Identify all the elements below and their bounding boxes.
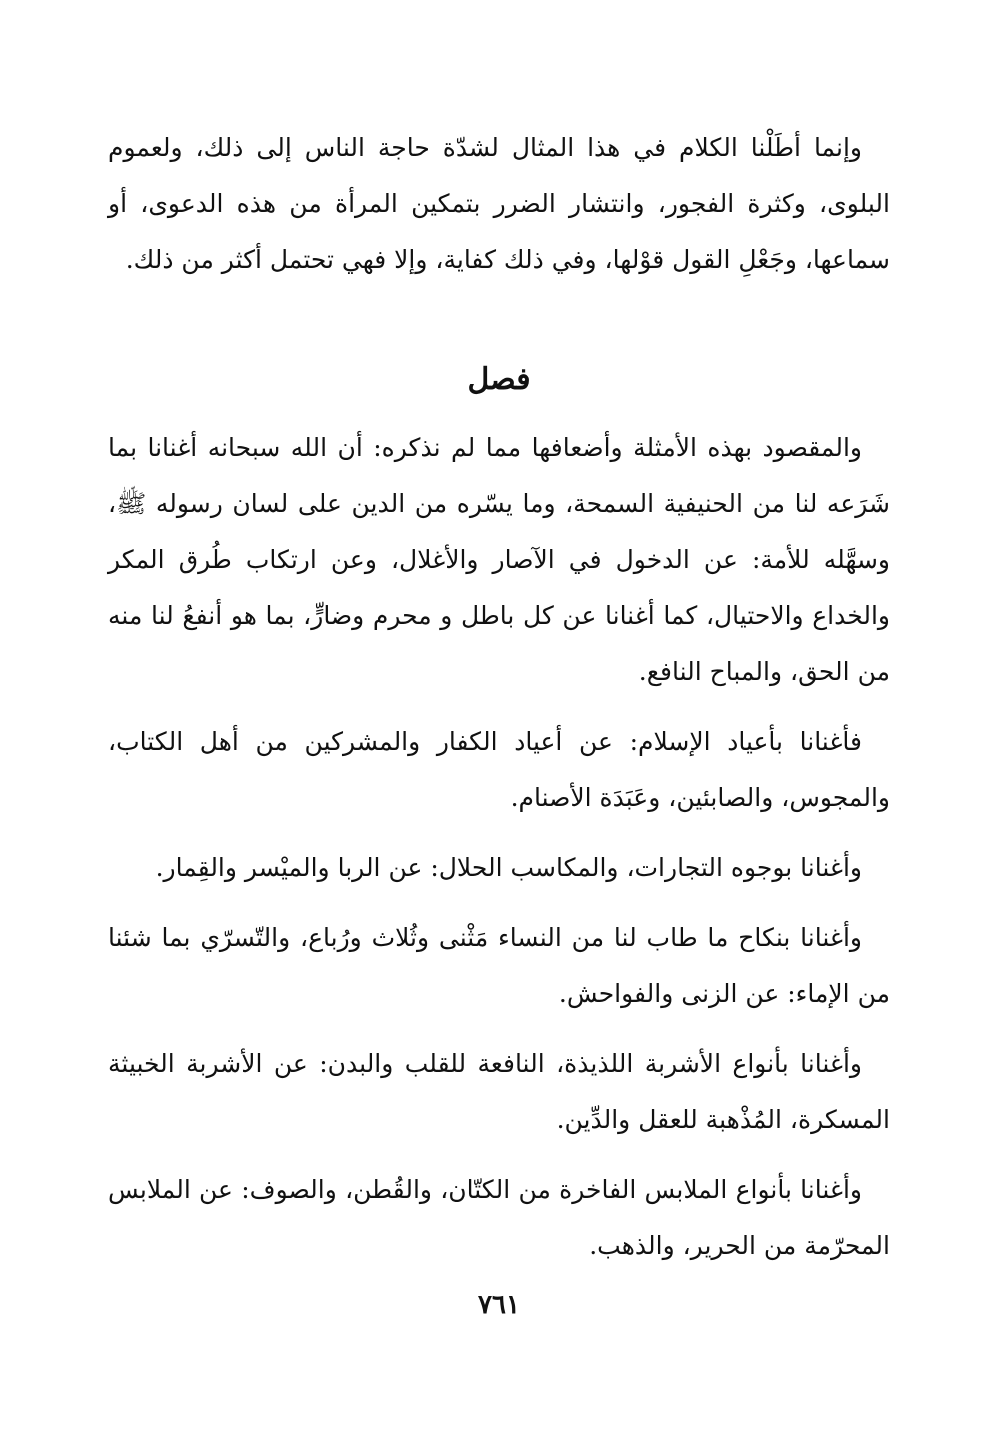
intro-paragraph: وإنما أطَلْنا الكلام في هذا المثال لشدّة حاجة الناس إلى ذلك، ولعموم البلوى، وكثرة الفجور، وانتشار الضرر بتمكين المرأة من هذه الدعوى، أو سماعها، وجَعْلِ القول قوْلها، وفي ذلك كفاية، وإلا فهي تحتمل أكثر من ذلك.: [108, 133, 890, 274]
paragraph: والمقصود بهذه الأمثلة وأضعافها مما لم نذكره: أن الله سبحانه أغنانا بما شَرَعه لنا من الحنيفية السمحة، وما يسّره من الدين على لسان رسوله ﷺ، وسهَّله للأمة: عن الدخول في الآصار والأغلال، وعن ارتكاب طُرق المكر والخداع والاحتيال، كما أغنانا عن كل باطل و محرم وضارٍّ، بما هو أنفعُ لنا منه من الحق، والمباح النافع.: [108, 433, 890, 686]
section-title: فصل: [467, 362, 531, 397]
page-number: ٧٦١: [478, 1290, 520, 1320]
intro-section: [108, 120, 890, 302]
paragraph: وأغنانا بنكاح ما طاب لنا من النساء مَثْنى وثُلاث ورُباع، والتّسرّي بما شئنا من الإماء: عن الزنى والفواحش.: [108, 923, 890, 1008]
paragraph: وأغنانا بأنواع الملابس الفاخرة من الكتّان، والقُطن، والصوف: عن الملابس المحرّمة من الحرير، والذهب.: [108, 1175, 890, 1260]
paragraph: وأغنانا بوجوه التجارات، والمكاسب الحلال: عن الربا والميْسر والقِمار.: [155, 853, 862, 882]
paragraph: فأغنانا بأعياد الإسلام: عن أعياد الكفار والمشركين من أهل الكتاب، والمجوس، والصابئين، وعَبَدَة الأصنام.: [108, 727, 890, 812]
paragraph: وأغنانا بأنواع الأشربة اللذيذة، النافعة للقلب والبدن: عن الأشربة الخبيثة المسكرة، المُذْهبة للعقل والدِّين.: [108, 1049, 890, 1134]
section-body: [108, 420, 890, 1288]
